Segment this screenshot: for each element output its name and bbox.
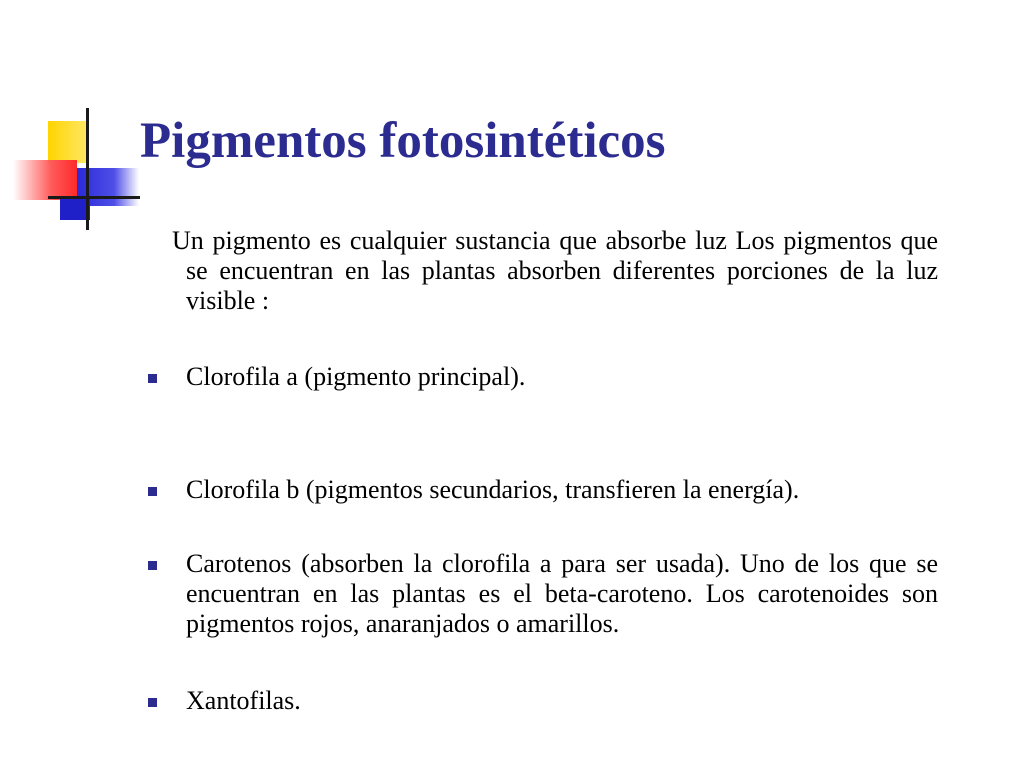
bullet-item-carotenos: Carotenos (absorben la clorofila a para ser usada). Uno de los que se encuentran en las plantas es el beta-caroteno. Los carotenoides son pigmentos rojos, anaranjados o amarillos. bbox=[186, 549, 938, 638]
intro-text: Un pigmento es cualquier sustancia que absorbe luz Los pigmentos que se encuentran en las plantas absorben diferentes porciones de la luz visible : bbox=[172, 226, 938, 315]
bullet-icon bbox=[148, 698, 157, 707]
red-square bbox=[13, 160, 77, 200]
bullet-icon bbox=[148, 374, 157, 383]
bullet-icon bbox=[148, 561, 157, 570]
vertical-line bbox=[86, 108, 89, 230]
bullet-item-clorofila-b: Clorofila b (pigmentos secundarios, transfieren la energía). bbox=[186, 475, 800, 504]
decorative-squares-logo bbox=[0, 0, 160, 240]
yellow-square bbox=[48, 121, 88, 163]
slide-title: Pigmentos fotosintéticos bbox=[140, 113, 666, 169]
intro-paragraph bbox=[172, 226, 938, 316]
bullet-icon bbox=[148, 487, 157, 496]
bullet-item-xantofilas: Xantofilas. bbox=[186, 686, 301, 715]
bullet-item-clorofila-a: Clorofila a (pigmento principal). bbox=[186, 362, 526, 391]
horizontal-line bbox=[48, 196, 140, 199]
